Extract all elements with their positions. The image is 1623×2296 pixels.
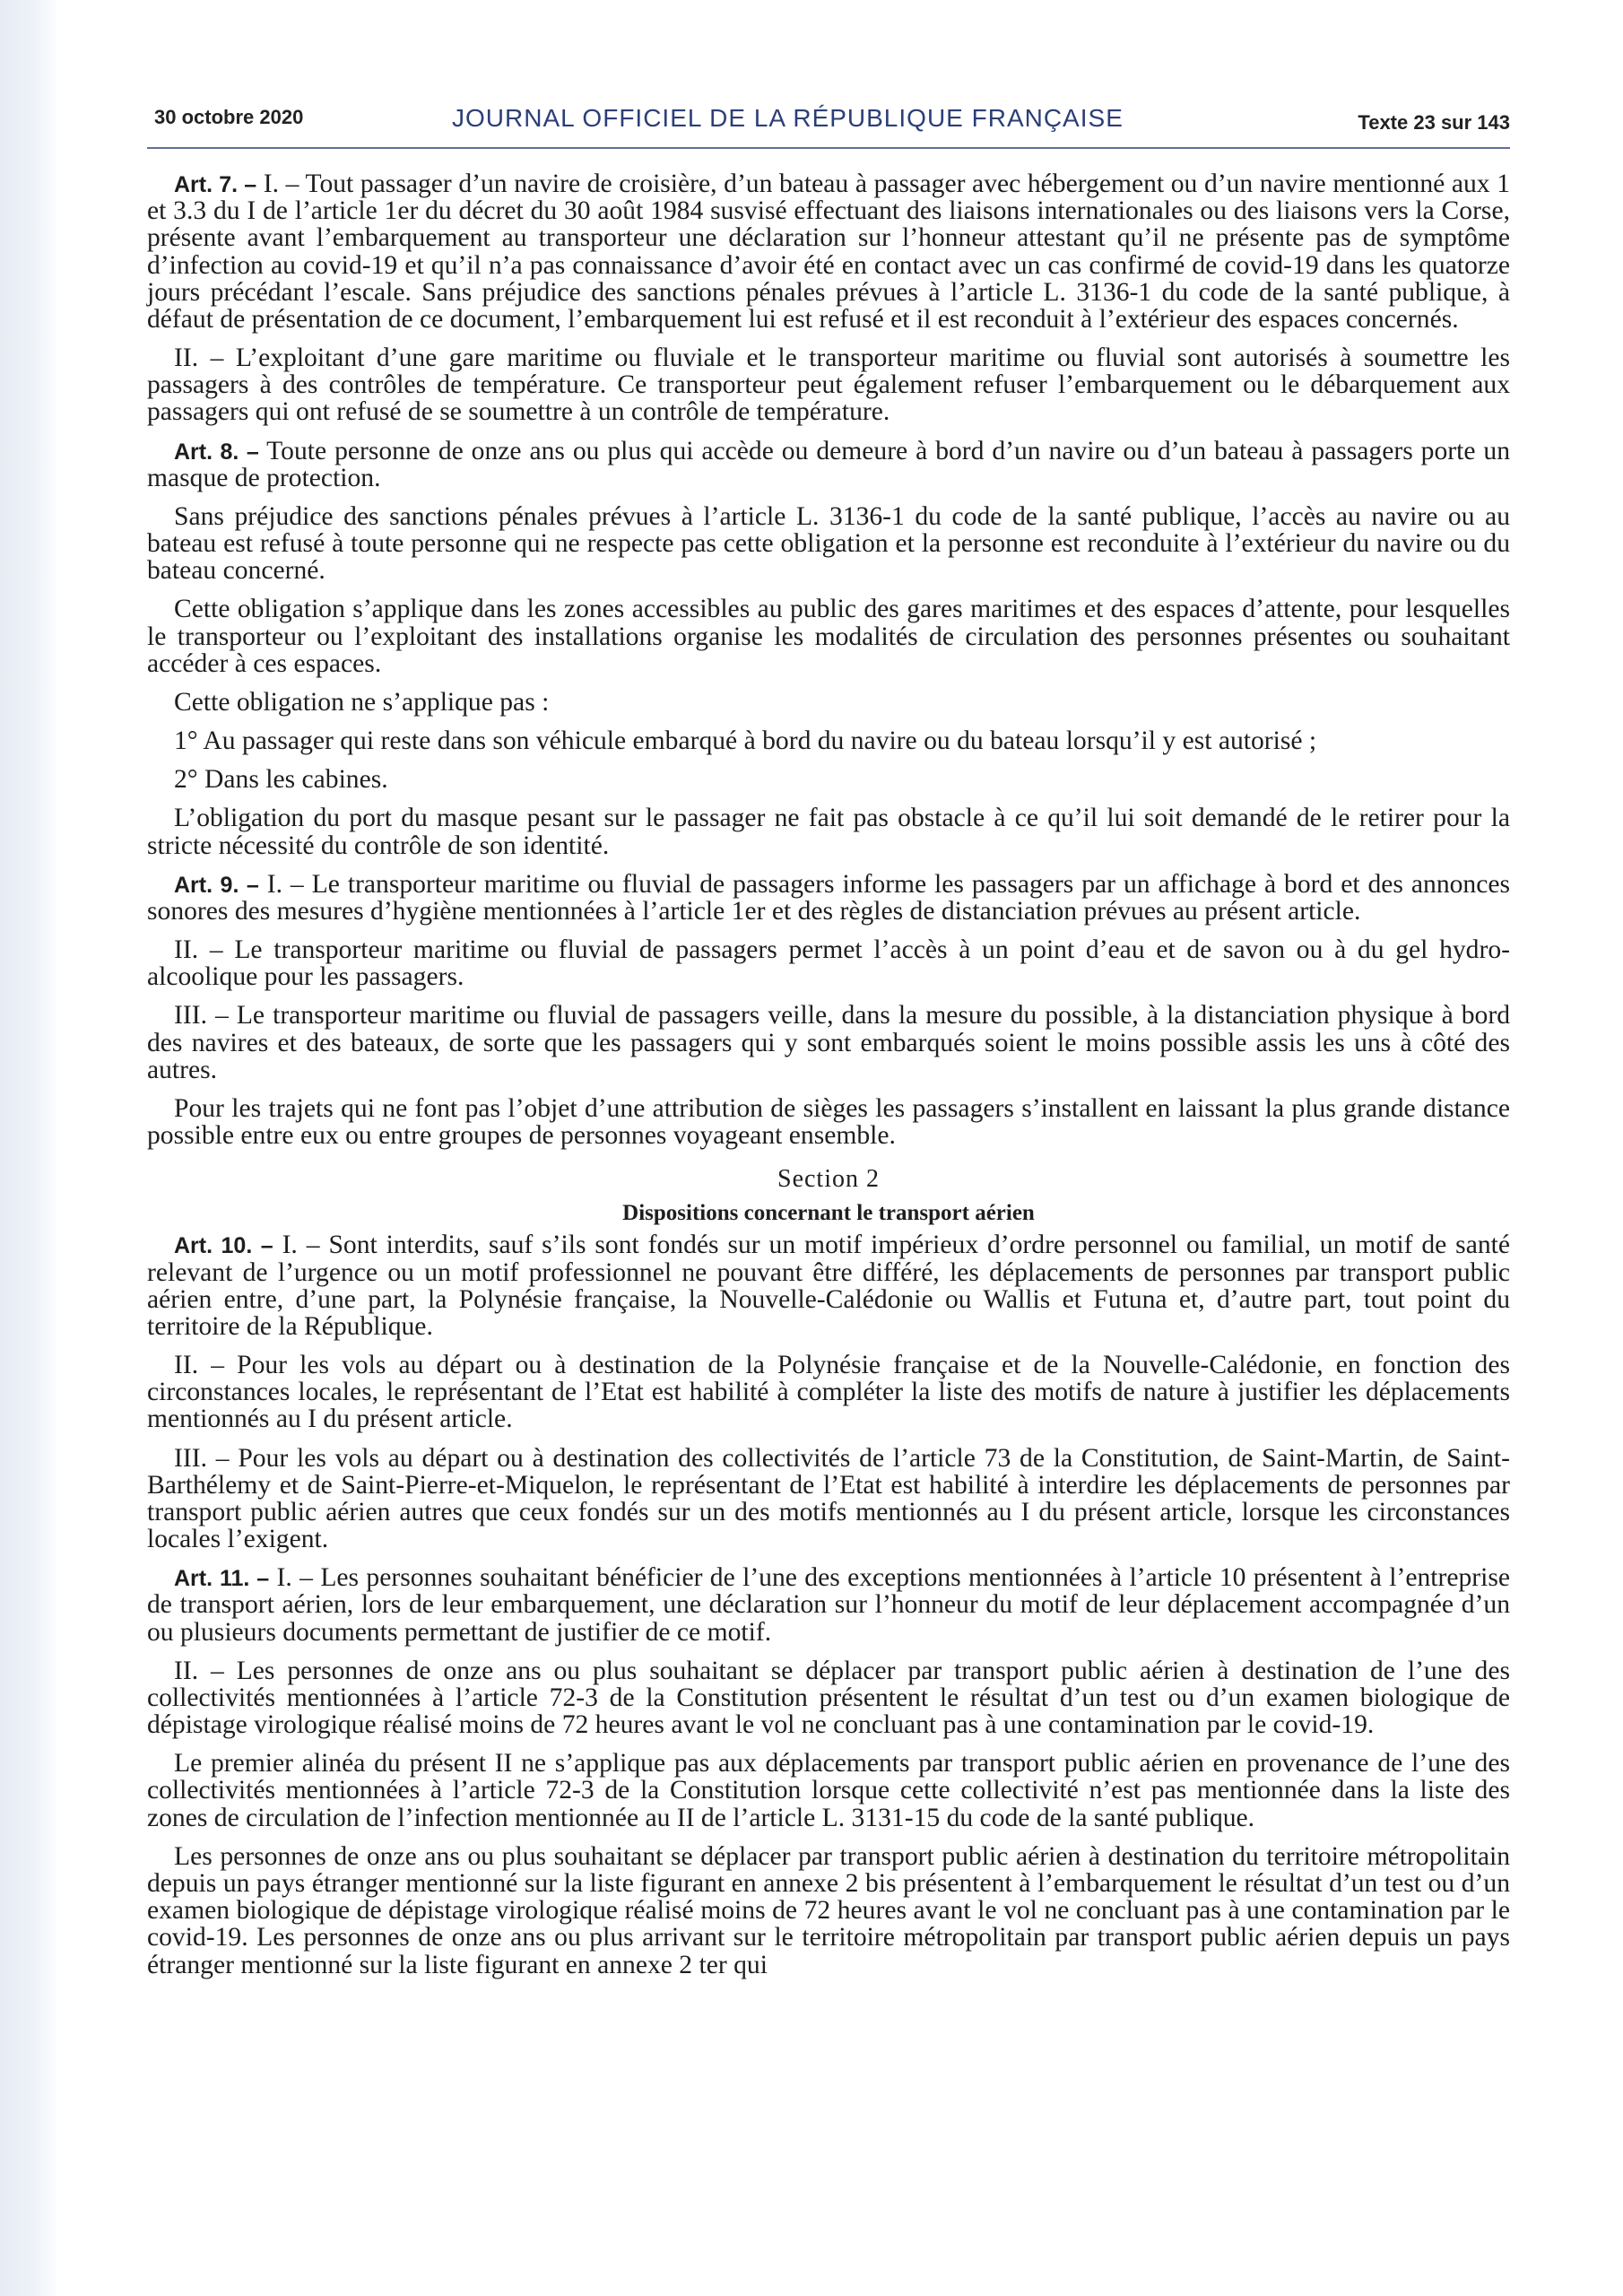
art10-paragraph-3: III. – Pour les vols au départ ou à destination des collectivités de l’article 73 de la Constitution, de Saint-Martin, de Saint-Barthélemy et de Saint-Pierre-et-Miquelon, le représentant de l’Etat est habilité à interdire les déplacements de personnes par transport public aérien autres que ceux fondés sur un des motifs mentionnés au I du présent article, lorsque les circonstances locales l’exigent. xyxy=(147,1443,1510,1554)
art10-paragraph-1 xyxy=(147,1231,1510,1340)
art9-label: Art. 9. – xyxy=(174,872,259,898)
art9-paragraph-3: III. – Le transporteur maritime ou fluvial de passagers veille, dans la mesure du possible, à la distanciation physique à bord des navires et des bateaux, de sorte que les passagers qui y sont embarqués soient le moins possible assis les uns à côté des autres. xyxy=(147,1001,1510,1084)
art8-text-1: Toute personne de onze ans ou plus qui accède ou demeure à bord d’un navire ou d’un bateau à passagers porte un masque de protection. xyxy=(147,436,1510,492)
art8-paragraph-1 xyxy=(147,438,1510,491)
art11-text-1: I. – Les personnes souhaitant bénéficier de l’une des exceptions mentionnées à l’article 10 présentent à l’entreprise de transport aérien, lors de leur embarquement, une déclaration sur l’honneur du motif de leur déplacement accompagnée d’un ou plusieurs documents permettant de justifier de ce motif. xyxy=(147,1563,1511,1647)
art10-text-1: I. – Sont interdits, sauf s’ils sont fondés sur un motif impérieux d’ordre personnel ou familial, un motif de santé relevant de l’urgence ou un motif professionnel ne pouvant être différé, les déplacements de personnes par transport public aérien entre, d’une part, la Polynésie française, la Nouvelle-Calédonie ou Wallis et Futuna et, d’autre part, tout point du territoire de la République. xyxy=(147,1231,1510,1341)
art7-paragraph-1 xyxy=(147,170,1510,333)
art11-paragraph-3: Le premier alinéa du présent II ne s’applique pas aux déplacements par transport public aérien en provenance de l’une des collectivités mentionnées à l’article 72-3 de la Constitution lorsque cette collectivité n’est pas mentionnée dans la liste des zones de circulation de l’infection mentionnée au II de l’article L. 3131-15 du code de la santé publique. xyxy=(147,1749,1510,1832)
art8-paragraph-4: Cette obligation ne s’applique pas : xyxy=(174,687,550,717)
art9-paragraph-2: II. – Le transporteur maritime ou fluvial de passagers permet l’accès à un point d’eau et de savon ou à du gel hydro-alcoolique pour les passagers. xyxy=(147,935,1510,992)
art7-label: Art. 7. – xyxy=(174,172,257,197)
page-header xyxy=(147,99,1510,144)
section-title: Section 2 xyxy=(777,1165,880,1194)
header-rule xyxy=(147,147,1510,149)
art8-label: Art. 8. – xyxy=(174,439,259,465)
art8-paragraph-6: 2° Dans les cabines. xyxy=(174,765,388,795)
scan-margin xyxy=(0,0,56,2296)
art8-paragraph-5: 1° Au passager qui reste dans son véhicule embarqué à bord du navire ou du bateau lorsqu’il y est autorisé ; xyxy=(174,726,1317,756)
art8-paragraph-2: Sans préjudice des sanctions pénales prévues à l’article L. 3136-1 du code de la santé publique, l’accès au navire ou au bateau est refusé à toute personne qui ne respecte pas cette obligation et la personne est reconduite à l’extérieur du navire ou du bateau concerné. xyxy=(147,501,1510,586)
art9-paragraph-1 xyxy=(147,871,1510,925)
art7-text-1: I. – Tout passager d’un navire de croisière, d’un bateau à passager avec hébergement ou d’un navire mentionné aux 1 et 3.3 du I de l’article 1er du décret du 30 août 1984 susvisé effectuant des liaisons internationales ou des liaisons vers la Corse, présente avant l’embarquement au transporteur une déclaration sur l’honneur attestant qu’il ne présente pas de symptôme d’infection au covid-19 et qu’il n’a pas connaissance d’avoir été en contact avec un cas confirmé de covid-19 dans les quatorze jours précédant l’escale. Sans préjudice des sanctions pénales prévues à l’article L. 3136-1 du code de la santé publique, à défaut de présentation de ce document, l’embarquement lui est refusé et il est reconduit à l’extérieur des espaces concernés. xyxy=(147,170,1510,334)
art8-paragraph-7: L’obligation du port du masque pesant sur le passager ne fait pas obstacle à ce qu’il lui soit demandé de le retirer pour la stricte nécessité du contrôle de son identité. xyxy=(147,804,1510,860)
document-page xyxy=(147,99,1510,1990)
document-body xyxy=(147,170,1510,1979)
header-text-number: Texte 23 sur 143 xyxy=(1358,111,1510,134)
header-journal-title: JOURNAL OFFICIEL DE LA RÉPUBLIQUE FRANÇAISE xyxy=(452,104,1124,132)
art9-paragraph-4: Pour les trajets qui ne font pas l’objet d’une attribution de sièges les passagers s’installent en laissant la plus grande distance possible entre eux ou entre groupes de personnes voyageant ensemble. xyxy=(147,1093,1510,1151)
art10-paragraph-2: II. – Pour les vols au départ ou à destination de la Polynésie française et de la Nouvelle-Calédonie, en fonction des circonstances locales, le représentant de l’Etat est habilité à compléter la liste des motifs de nature à justifier les déplacements mentionnés au I du présent article. xyxy=(147,1351,1510,1434)
art11-paragraph-2: II. – Les personnes de onze ans ou plus souhaitant se déplacer par transport public aérien à destination de l’une des collectivités mentionnées à l’article 72-3 de la Constitution présentent le résultat d’un test ou d’un examen biologique de dépistage virologique réalisé moins de 72 heures avant le vol ne concluant pas à une contamination par le covid-19. xyxy=(147,1656,1510,1740)
header-date: 30 octobre 2020 xyxy=(154,106,304,128)
art8-paragraph-3: Cette obligation s’applique dans les zones accessibles au public des gares maritimes et des espaces d’attente, pour lesquelles le transporteur ou l’exploitant des installations organise les modalités de circulation des personnes présentes ou souhaitant accéder à ces espaces. xyxy=(147,595,1510,678)
art11-label: Art. 11. – xyxy=(174,1566,270,1592)
art11-paragraph-1 xyxy=(147,1564,1510,1646)
art9-text-1: I. – Le transporteur maritime ou fluvial de passagers informe les passagers par un affichage à bord et des annonces sonores des mesures d’hygiène mentionnées à l’article 1er et des règles de distanciation prévues au présent article. xyxy=(147,869,1510,926)
section-subtitle: Dispositions concernant le transport aérien xyxy=(622,1200,1035,1225)
art10-label: Art. 10. – xyxy=(174,1233,273,1259)
art11-paragraph-4: Les personnes de onze ans ou plus souhaitant se déplacer par transport public aérien à destination du territoire métropolitain depuis un pays étranger mentionné sur la liste figurant en annexe 2 bis présentent à l’embarquement le résultat d’un test ou d’un examen biologique de dépistage virologique réalisé moins de 72 heures avant le vol ne concluant pas à une contamination par le covid-19. Les personnes de onze ans ou plus arrivant sur le territoire métropolitain par transport public aérien depuis un pays étranger mentionné sur la liste figurant en annexe 2 ter qui xyxy=(147,1841,1510,1979)
art7-paragraph-2: II. – L’exploitant d’une gare maritime ou fluviale et le transporteur maritime ou fluvial sont autorisés à soumettre les passagers à des contrôles de température. Ce transporteur peut également refuser l’embarquement ou le débarquement aux passagers qui ont refusé de se soumettre à un contrôle de température. xyxy=(147,344,1510,427)
